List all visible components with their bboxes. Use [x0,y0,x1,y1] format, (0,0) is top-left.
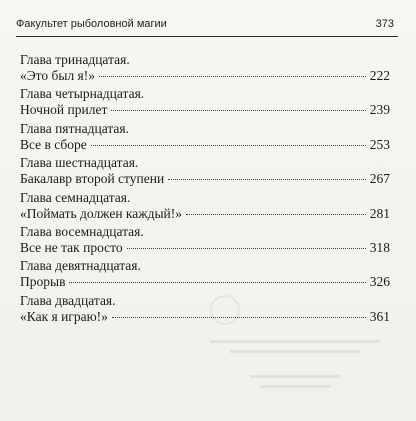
chapter-heading: Глава шестнадцатая. [20,155,139,171]
toc-entry-line [20,206,390,222]
chapter-page: 239 [369,102,390,118]
toc-entry-line [20,102,390,118]
chapter-page: 267 [369,171,390,187]
dot-leader [91,145,366,146]
dot-leader [186,214,366,215]
chapter-page: 361 [369,308,390,324]
chapter-page: 318 [369,239,390,255]
book-title: Факультет рыболовной магии [16,18,167,30]
toc-entry [20,52,390,86]
header-rule [16,36,398,37]
chapter-title: «Как я играю!» [20,308,108,324]
toc-entry-line [20,68,390,84]
chapter-heading: Глава пятнадцатая. [20,120,130,136]
dot-leader [127,248,366,249]
dot-leader [111,110,365,111]
running-head [16,15,394,35]
show-through-emblem [200,285,390,405]
chapter-page: 253 [369,136,390,152]
chapter-heading: Глава восемнадцатая. [20,223,144,239]
toc-entry [20,121,390,155]
toc-entry [20,155,390,189]
chapter-page: 222 [369,68,390,83]
chapter-page: 281 [369,205,390,221]
chapter-heading: Глава четырнадцатая. [20,86,145,102]
chapter-title: Все в сборе [20,136,87,152]
toc-entry [20,190,390,224]
toc-entry [20,86,390,120]
chapter-page: 326 [369,274,390,290]
chapter-title: «Это был я!» [20,68,96,83]
toc-entry-line [20,171,390,187]
chapter-heading: Глава девятнадцатая. [20,258,141,274]
page-number: 373 [375,18,394,30]
chapter-title: «Поймать должен каждый!» [20,205,182,221]
dot-leader [99,76,366,77]
chapter-title: Прорыв [20,274,66,290]
toc-entry-line [20,137,390,153]
toc-entry-line [20,240,390,256]
dot-leader [168,179,366,180]
chapter-title: Бакалавр второй ступени [20,171,165,187]
chapter-heading: Глава двадцатая. [20,292,116,308]
chapter-title: Ночной прилет [20,102,108,118]
chapter-heading: Глава семнадцатая. [20,189,131,205]
toc-entry [20,224,390,258]
chapter-title: Все не так просто [20,239,123,255]
chapter-heading: Глава тринадцатая. [20,52,130,67]
dot-leader [69,282,365,283]
